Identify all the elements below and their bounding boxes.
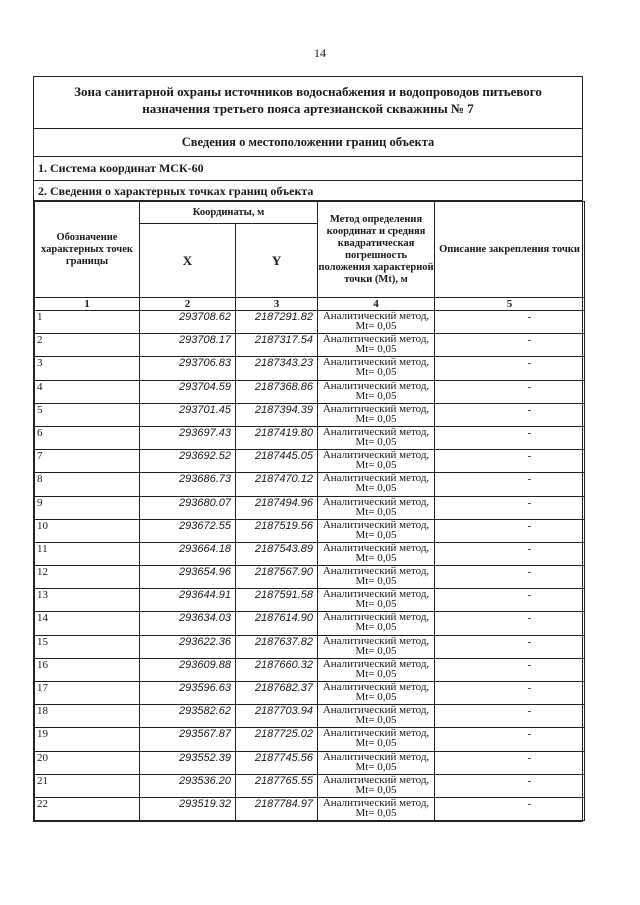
method-error: Mt= 0,05 bbox=[355, 760, 397, 773]
method-cell bbox=[318, 589, 435, 612]
table-row bbox=[35, 658, 585, 681]
x-coordinate: 293519.32 bbox=[140, 797, 236, 820]
fixing-description: - bbox=[435, 635, 585, 658]
table-row bbox=[35, 774, 585, 797]
boundary-document bbox=[33, 76, 583, 822]
points-table bbox=[34, 201, 585, 821]
method-error: Mt= 0,05 bbox=[355, 691, 397, 703]
x-coordinate: 293609.88 bbox=[140, 658, 236, 681]
point-number: 18 bbox=[35, 705, 140, 728]
point-number: 7 bbox=[35, 450, 140, 473]
page-number: 14 bbox=[314, 46, 326, 60]
y-coordinate: 2187765.55 bbox=[236, 774, 318, 797]
y-coordinate: 2187660.32 bbox=[236, 658, 318, 681]
method-error: Mt= 0,05 bbox=[355, 783, 397, 796]
x-coordinate: 293567.87 bbox=[140, 728, 236, 751]
points-heading: 2. Сведения о характерных точках границ объекта bbox=[34, 181, 582, 201]
x-coordinate: 293664.18 bbox=[140, 542, 236, 565]
method-text: Аналитический метод, bbox=[322, 611, 430, 624]
table-row bbox=[35, 635, 585, 658]
method-text: Аналитический метод, bbox=[322, 518, 430, 531]
method-error: Mt= 0,05 bbox=[355, 598, 397, 611]
method-cell bbox=[318, 635, 435, 658]
method-error: Mt= 0,05 bbox=[355, 366, 397, 379]
method-text: Аналитический метод, bbox=[322, 356, 430, 369]
method-cell bbox=[318, 334, 435, 357]
y-coordinate: 2187519.56 bbox=[236, 519, 318, 542]
point-number: 2 bbox=[35, 334, 140, 357]
x-coordinate: 293708.62 bbox=[140, 311, 236, 334]
x-coordinate: 293704.59 bbox=[140, 380, 236, 403]
method-error: Mt= 0,05 bbox=[355, 505, 397, 518]
x-coordinate: 293582.62 bbox=[140, 705, 236, 728]
fixing-description: - bbox=[435, 797, 585, 820]
table-row bbox=[35, 612, 585, 635]
method-text: Аналитический метод, bbox=[322, 565, 430, 578]
table-row bbox=[35, 403, 585, 426]
fixing-description: - bbox=[435, 473, 585, 496]
table-row bbox=[35, 426, 585, 449]
y-coordinate: 2187725.02 bbox=[236, 728, 318, 751]
x-coordinate: 293706.83 bbox=[140, 357, 236, 380]
point-number: 14 bbox=[35, 612, 140, 635]
y-coordinate: 2187703.94 bbox=[236, 705, 318, 728]
table-row bbox=[35, 705, 585, 728]
table-row bbox=[35, 357, 585, 380]
method-error: Mt= 0,05 bbox=[355, 667, 397, 680]
fixing-description: - bbox=[435, 334, 585, 357]
table-row bbox=[35, 311, 585, 334]
x-coordinate: 293654.96 bbox=[140, 566, 236, 589]
method-text: Аналитический метод, bbox=[322, 449, 430, 462]
header-x: X bbox=[140, 224, 236, 298]
method-text: Аналитический метод, bbox=[322, 333, 430, 346]
method-text: Аналитический метод, bbox=[322, 704, 430, 717]
coordinate-system: 1. Система координат МСК-60 bbox=[34, 157, 582, 181]
method-cell bbox=[318, 426, 435, 449]
point-number: 22 bbox=[35, 797, 140, 820]
method-error: Mt= 0,05 bbox=[355, 412, 397, 425]
method-text: Аналитический метод, bbox=[322, 588, 430, 601]
point-number: 1 bbox=[35, 311, 140, 334]
header-method: Метод определения координат и средняя квадратическая погрешность положения характерной точки (Mt), м bbox=[318, 202, 435, 298]
y-coordinate: 2187614.90 bbox=[236, 612, 318, 635]
method-text: Аналитический метод, bbox=[322, 634, 430, 647]
method-cell bbox=[318, 728, 435, 751]
method-text: Аналитический метод, bbox=[322, 541, 430, 554]
point-number: 21 bbox=[35, 774, 140, 797]
y-coordinate: 2187567.90 bbox=[236, 566, 318, 589]
y-coordinate: 2187637.82 bbox=[236, 635, 318, 658]
table-row bbox=[35, 450, 585, 473]
method-cell bbox=[318, 612, 435, 635]
fixing-description: - bbox=[435, 403, 585, 426]
header-description: Описание закрепления точки bbox=[435, 202, 585, 298]
x-coordinate: 293644.91 bbox=[140, 589, 236, 612]
method-cell bbox=[318, 311, 435, 334]
method-error: Mt= 0,05 bbox=[355, 435, 397, 448]
method-error: Mt= 0,05 bbox=[355, 714, 397, 727]
point-number: 5 bbox=[35, 403, 140, 426]
x-coordinate: 293708.17 bbox=[140, 334, 236, 357]
x-coordinate: 293680.07 bbox=[140, 496, 236, 519]
table-row bbox=[35, 751, 585, 774]
method-text: Аналитический метод, bbox=[322, 681, 430, 693]
method-error: Mt= 0,05 bbox=[355, 621, 397, 634]
method-cell bbox=[318, 473, 435, 496]
y-coordinate: 2187317.54 bbox=[236, 334, 318, 357]
method-text: Аналитический метод, bbox=[322, 727, 430, 740]
fixing-description: - bbox=[435, 774, 585, 797]
method-text: Аналитический метод, bbox=[322, 310, 430, 322]
y-coordinate: 2187682.37 bbox=[236, 682, 318, 705]
y-coordinate: 2187394.39 bbox=[236, 403, 318, 426]
fixing-description: - bbox=[435, 519, 585, 542]
fixing-description: - bbox=[435, 728, 585, 751]
table-row bbox=[35, 566, 585, 589]
point-number: 13 bbox=[35, 589, 140, 612]
x-coordinate: 293701.45 bbox=[140, 403, 236, 426]
point-number: 17 bbox=[35, 682, 140, 705]
fixing-description: - bbox=[435, 566, 585, 589]
method-cell bbox=[318, 682, 435, 705]
method-text: Аналитический метод, bbox=[322, 402, 430, 415]
method-cell bbox=[318, 566, 435, 589]
method-error: Mt= 0,05 bbox=[355, 737, 397, 750]
column-number: 3 bbox=[236, 298, 318, 311]
point-number: 10 bbox=[35, 519, 140, 542]
fixing-description: - bbox=[435, 589, 585, 612]
y-coordinate: 2187291.82 bbox=[236, 311, 318, 334]
fixing-description: - bbox=[435, 496, 585, 519]
table-row bbox=[35, 797, 585, 820]
fixing-description: - bbox=[435, 311, 585, 334]
column-number: 5 bbox=[435, 298, 585, 311]
table-row bbox=[35, 380, 585, 403]
point-number: 8 bbox=[35, 473, 140, 496]
x-coordinate: 293596.63 bbox=[140, 682, 236, 705]
point-number: 4 bbox=[35, 380, 140, 403]
method-error: Mt= 0,05 bbox=[355, 389, 397, 402]
method-error: Mt= 0,05 bbox=[355, 459, 397, 472]
method-cell bbox=[318, 519, 435, 542]
document-title: Зона санитарной охраны источников водоснабжения и водопроводов питьевого назначения третьего пояса артезианской скважины № 7 bbox=[34, 77, 582, 129]
method-text: Аналитический метод, bbox=[322, 773, 430, 786]
fixing-description: - bbox=[435, 357, 585, 380]
x-coordinate: 293692.52 bbox=[140, 450, 236, 473]
method-cell bbox=[318, 380, 435, 403]
method-text: Аналитический метод, bbox=[322, 425, 430, 438]
fixing-description: - bbox=[435, 612, 585, 635]
x-coordinate: 293672.55 bbox=[140, 519, 236, 542]
fixing-description: - bbox=[435, 658, 585, 681]
method-error: Mt= 0,05 bbox=[355, 320, 397, 332]
method-cell bbox=[318, 774, 435, 797]
point-number: 11 bbox=[35, 542, 140, 565]
x-coordinate: 293634.03 bbox=[140, 612, 236, 635]
method-text: Аналитический метод, bbox=[322, 750, 430, 763]
point-number: 16 bbox=[35, 658, 140, 681]
method-error: Mt= 0,05 bbox=[355, 806, 397, 819]
method-text: Аналитический метод, bbox=[322, 796, 430, 809]
point-number: 9 bbox=[35, 496, 140, 519]
method-cell bbox=[318, 705, 435, 728]
method-error: Mt= 0,05 bbox=[355, 644, 397, 657]
y-coordinate: 2187784.97 bbox=[236, 797, 318, 820]
fixing-description: - bbox=[435, 705, 585, 728]
point-number: 6 bbox=[35, 426, 140, 449]
column-number: 4 bbox=[318, 298, 435, 311]
y-coordinate: 2187470.12 bbox=[236, 473, 318, 496]
fixing-description: - bbox=[435, 450, 585, 473]
table-row bbox=[35, 728, 585, 751]
point-number: 12 bbox=[35, 566, 140, 589]
y-coordinate: 2187419.80 bbox=[236, 426, 318, 449]
column-number: 2 bbox=[140, 298, 236, 311]
table-row bbox=[35, 589, 585, 612]
point-number: 20 bbox=[35, 751, 140, 774]
y-coordinate: 2187494.96 bbox=[236, 496, 318, 519]
section-title: Сведения о местоположении границ объекта bbox=[34, 129, 582, 157]
x-coordinate: 293552.39 bbox=[140, 751, 236, 774]
point-number: 3 bbox=[35, 357, 140, 380]
method-text: Аналитический метод, bbox=[322, 657, 430, 670]
y-coordinate: 2187543.89 bbox=[236, 542, 318, 565]
method-error: Mt= 0,05 bbox=[355, 575, 397, 588]
x-coordinate: 293622.36 bbox=[140, 635, 236, 658]
method-text: Аналитический метод, bbox=[322, 472, 430, 485]
x-coordinate: 293697.43 bbox=[140, 426, 236, 449]
point-number: 15 bbox=[35, 635, 140, 658]
x-coordinate: 293686.73 bbox=[140, 473, 236, 496]
header-coordinates: Координаты, м bbox=[140, 202, 318, 224]
y-coordinate: 2187591.58 bbox=[236, 589, 318, 612]
method-cell bbox=[318, 751, 435, 774]
table-row bbox=[35, 496, 585, 519]
fixing-description: - bbox=[435, 751, 585, 774]
y-coordinate: 2187445.05 bbox=[236, 450, 318, 473]
method-cell bbox=[318, 450, 435, 473]
method-cell bbox=[318, 357, 435, 380]
fixing-description: - bbox=[435, 426, 585, 449]
point-number: 19 bbox=[35, 728, 140, 751]
method-cell bbox=[318, 496, 435, 519]
method-cell bbox=[318, 797, 435, 820]
method-error: Mt= 0,05 bbox=[355, 343, 397, 356]
method-error: Mt= 0,05 bbox=[355, 482, 397, 495]
header-designation: Обозначение характерных точек границы bbox=[35, 202, 140, 298]
table-row bbox=[35, 542, 585, 565]
method-error: Mt= 0,05 bbox=[355, 551, 397, 564]
method-cell bbox=[318, 542, 435, 565]
method-text: Аналитический метод, bbox=[322, 495, 430, 508]
fixing-description: - bbox=[435, 682, 585, 705]
table-row bbox=[35, 473, 585, 496]
table-row bbox=[35, 334, 585, 357]
method-cell bbox=[318, 658, 435, 681]
table-row bbox=[35, 519, 585, 542]
y-coordinate: 2187343.23 bbox=[236, 357, 318, 380]
method-text: Аналитический метод, bbox=[322, 379, 430, 392]
y-coordinate: 2187745.56 bbox=[236, 751, 318, 774]
y-coordinate: 2187368.86 bbox=[236, 380, 318, 403]
x-coordinate: 293536.20 bbox=[140, 774, 236, 797]
header-y: Y bbox=[236, 224, 318, 298]
fixing-description: - bbox=[435, 380, 585, 403]
table-row bbox=[35, 682, 585, 705]
column-number: 1 bbox=[35, 298, 140, 311]
fixing-description: - bbox=[435, 542, 585, 565]
method-error: Mt= 0,05 bbox=[355, 528, 397, 541]
method-cell bbox=[318, 403, 435, 426]
